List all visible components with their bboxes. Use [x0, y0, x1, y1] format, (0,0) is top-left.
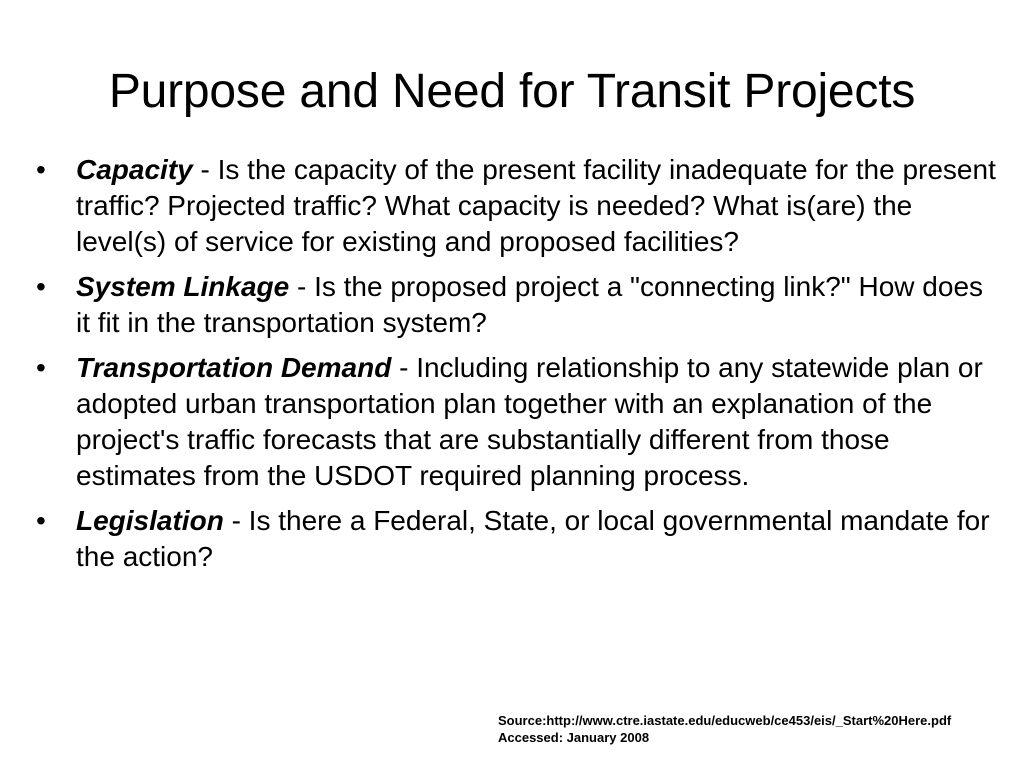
- slide-title: Purpose and Need for Transit Projects: [108, 65, 916, 118]
- source-citation: [498, 712, 951, 746]
- source-url-line: Source:http://www.ctre.iastate.edu/educweb/ce453/eis/_Start%20Here.pdf: [498, 713, 952, 728]
- bullet-text: - Including relationship to any statewide plan or adopted urban transportation plan together with an explanation of the project's traffic forecasts that are substantially different from those estimates from the USDOT required planning process.: [76, 352, 983, 491]
- bullet-icon: •: [36, 154, 46, 185]
- bullet-list: [36, 152, 996, 575]
- bullet-text: - Is the capacity of the present facility inadequate for the present traffic? Projected traffic? What capacity is needed? What is(are) the level(s) of service for existing and proposed facilities?: [76, 154, 996, 257]
- source-accessed-line: Accessed: January 2008: [498, 730, 650, 745]
- bullet-icon: •: [36, 271, 46, 302]
- bullet-item-system-linkage: [36, 269, 996, 341]
- bullet-text: - Is there a Federal, State, or local governmental mandate for the action?: [76, 505, 990, 572]
- bullet-term: Capacity: [76, 154, 193, 185]
- bullet-icon: •: [36, 352, 46, 383]
- bullet-item-legislation: [36, 503, 996, 575]
- bullet-term: Transportation Demand: [76, 352, 392, 383]
- bullet-term: System Linkage: [76, 271, 290, 302]
- bullet-icon: •: [36, 505, 46, 536]
- bullet-text: - Is the proposed project a "connecting link?" How does it fit in the transportation system?: [76, 271, 984, 338]
- bullet-item-transportation-demand: [36, 350, 996, 494]
- bullet-item-capacity: [36, 152, 996, 260]
- bullet-term: Legislation: [76, 505, 224, 536]
